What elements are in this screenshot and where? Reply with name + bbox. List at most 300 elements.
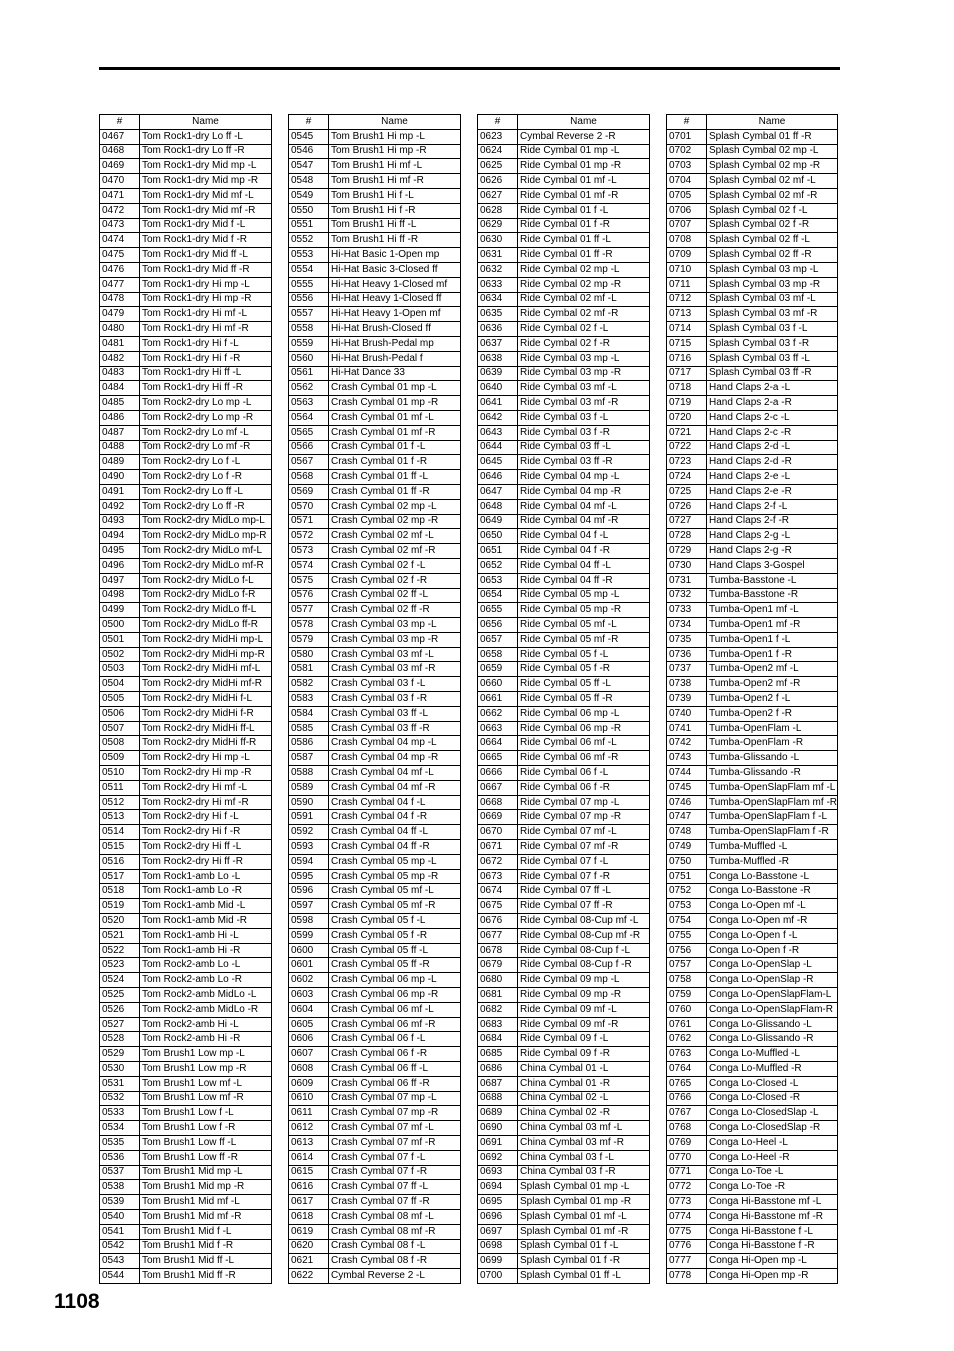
multisample-name: Ride Cymbal 02 mp -R: [518, 277, 650, 292]
multisample-name: Crash Cymbal 02 mp -R: [329, 514, 461, 529]
multisample-name: China Cymbal 03 mf -L: [518, 1121, 650, 1136]
multisample-number: 0722: [667, 440, 707, 455]
multisample-number: 0615: [289, 1165, 329, 1180]
multisample-number: 0754: [667, 914, 707, 929]
multisample-name: Crash Cymbal 03 f -R: [329, 692, 461, 707]
multisample-name: Tom Rock1-dry Hi f -R: [140, 351, 272, 366]
multisample-name: Crash Cymbal 05 mp -L: [329, 854, 461, 869]
table-row: [100, 144, 272, 159]
table-row: [100, 588, 272, 603]
table-row: [667, 307, 838, 322]
table-row: [100, 706, 272, 721]
multisample-number: 0642: [478, 410, 518, 425]
table-row: [478, 558, 650, 573]
multisample-number: 0746: [667, 795, 707, 810]
multisample-name: Tom Rock2-dry MidHi mf-L: [140, 662, 272, 677]
multisample-number: 0573: [289, 544, 329, 559]
multisample-name: Hi-Hat Brush-Pedal mp: [329, 336, 461, 351]
multisample-number: 0762: [667, 1032, 707, 1047]
multisample-name: Conga Lo-Muffled -R: [707, 1062, 838, 1077]
table-row: [667, 1062, 838, 1077]
multisample-name: Crash Cymbal 04 ff -R: [329, 840, 461, 855]
multisample-number: 0752: [667, 884, 707, 899]
table-row: [478, 159, 650, 174]
multisample-name: Crash Cymbal 06 mf -L: [329, 1002, 461, 1017]
multisample-name: Tom Rock2-dry Lo mf -R: [140, 440, 272, 455]
multisample-name: Tumba-Open1 mf -R: [707, 618, 838, 633]
multisample-number: 0586: [289, 736, 329, 751]
multisample-number: 0666: [478, 766, 518, 781]
multisample-number: 0738: [667, 677, 707, 692]
multisample-number: 0484: [100, 381, 140, 396]
table-row: [289, 129, 461, 144]
multisample-number: 0613: [289, 1135, 329, 1150]
multisample-name: Ride Cymbal 07 ff -R: [518, 899, 650, 914]
multisample-name: Conga Lo-Glissando -R: [707, 1032, 838, 1047]
table-row: [478, 780, 650, 795]
multisample-name: Hand Claps 2-c -L: [707, 410, 838, 425]
multisample-number: 0556: [289, 292, 329, 307]
table-row: [667, 692, 838, 707]
column-header-name: Name: [140, 115, 272, 130]
table-row: [289, 514, 461, 529]
multisample-name: Splash Cymbal 01 f -L: [518, 1239, 650, 1254]
multisample-number: 0702: [667, 144, 707, 159]
multisample-name: Tom Rock1-dry Lo ff -L: [140, 129, 272, 144]
multisample-number: 0578: [289, 618, 329, 633]
multisample-name: Tom Rock2-dry MidHi mp-R: [140, 647, 272, 662]
table-row: [667, 470, 838, 485]
multisample-number: 0674: [478, 884, 518, 899]
multisample-name: Tom Brush1 Mid ff -L: [140, 1254, 272, 1269]
multisample-number: 0663: [478, 721, 518, 736]
multisample-number: 0542: [100, 1239, 140, 1254]
multisample-number: 0657: [478, 632, 518, 647]
multisample-number: 0695: [478, 1195, 518, 1210]
multisample-number: 0514: [100, 825, 140, 840]
multisample-number: 0765: [667, 1076, 707, 1091]
table-row: [667, 1002, 838, 1017]
multisample-name: Tom Rock2-dry Hi f -L: [140, 810, 272, 825]
multisample-number: 0719: [667, 396, 707, 411]
multisample-number: 0697: [478, 1224, 518, 1239]
multisample-number: 0477: [100, 277, 140, 292]
table-row: [478, 544, 650, 559]
table-row: [289, 751, 461, 766]
table-row: [100, 1002, 272, 1017]
multisample-table-3: [477, 114, 650, 1284]
multisample-name: Tom Brush1 Mid f -L: [140, 1224, 272, 1239]
multisample-number: 0660: [478, 677, 518, 692]
table-row: [100, 1106, 272, 1121]
table-row: [100, 795, 272, 810]
multisample-number: 0516: [100, 854, 140, 869]
multisample-name: Tom Rock2-dry MidHi f-L: [140, 692, 272, 707]
table-row: [667, 1224, 838, 1239]
multisample-number: 0649: [478, 514, 518, 529]
table-header-row: [667, 115, 838, 130]
multisample-name: Ride Cymbal 02 mp -L: [518, 262, 650, 277]
multisample-name: Splash Cymbal 03 mf -L: [707, 292, 838, 307]
table-row: [667, 736, 838, 751]
multisample-number: 0532: [100, 1091, 140, 1106]
multisample-number: 0757: [667, 958, 707, 973]
multisample-name: Tom Brush1 Mid mp -R: [140, 1180, 272, 1195]
multisample-number: 0569: [289, 484, 329, 499]
multisample-number: 0680: [478, 973, 518, 988]
multisample-number: 0633: [478, 277, 518, 292]
multisample-name: Ride Cymbal 09 f -L: [518, 1032, 650, 1047]
multisample-name: Ride Cymbal 01 ff -L: [518, 233, 650, 248]
multisample-name: Crash Cymbal 03 mp -R: [329, 632, 461, 647]
multisample-name: Tom Brush1 Hi ff -R: [329, 233, 461, 248]
multisample-name: Tom Rock1-amb Lo -R: [140, 884, 272, 899]
table-row: [478, 218, 650, 233]
table-row: [667, 1076, 838, 1091]
table-row: [100, 1269, 272, 1284]
multisample-name: Splash Cymbal 02 f -L: [707, 203, 838, 218]
table-row: [100, 1195, 272, 1210]
multisample-name: Hi-Hat Brush-Pedal f: [329, 351, 461, 366]
multisample-number: 0727: [667, 514, 707, 529]
multisample-name: Tom Brush1 Low ff -L: [140, 1135, 272, 1150]
multisample-name: Tom Brush1 Low mf -L: [140, 1076, 272, 1091]
multisample-name: Tom Brush1 Low mp -L: [140, 1047, 272, 1062]
multisample-number: 0490: [100, 470, 140, 485]
multisample-name: Ride Cymbal 01 mp -R: [518, 159, 650, 174]
multisample-number: 0670: [478, 825, 518, 840]
multisample-number: 0763: [667, 1047, 707, 1062]
multisample-number: 0618: [289, 1209, 329, 1224]
multisample-name: Tom Rock1-amb Lo -L: [140, 869, 272, 884]
table-row: [478, 1224, 650, 1239]
multisample-number: 0538: [100, 1180, 140, 1195]
multisample-number: 0527: [100, 1017, 140, 1032]
multisample-number: 0471: [100, 188, 140, 203]
multisample-name: Ride Cymbal 09 f -R: [518, 1047, 650, 1062]
multisample-name: Splash Cymbal 03 mp -R: [707, 277, 838, 292]
table-row: [100, 233, 272, 248]
table-row: [100, 943, 272, 958]
multisample-name: Tom Rock2-dry Lo mp -L: [140, 396, 272, 411]
multisample-name: Crash Cymbal 03 ff -R: [329, 721, 461, 736]
multisample-number: 0726: [667, 499, 707, 514]
multisample-number: 0481: [100, 336, 140, 351]
multisample-number: 0543: [100, 1254, 140, 1269]
multisample-name: Crash Cymbal 01 f -R: [329, 455, 461, 470]
multisample-name: Ride Cymbal 08-Cup f -L: [518, 943, 650, 958]
multisample-name: Ride Cymbal 01 f -R: [518, 218, 650, 233]
multisample-number: 0692: [478, 1150, 518, 1165]
multisample-name: Tom Rock1-dry Hi ff -L: [140, 366, 272, 381]
multisample-name: Tom Rock1-dry Mid f -R: [140, 233, 272, 248]
table-row: [100, 499, 272, 514]
table-row: [667, 795, 838, 810]
multisample-name: Ride Cymbal 05 mf -L: [518, 618, 650, 633]
multisample-name: Tumba-Basstone -R: [707, 588, 838, 603]
multisample-name: Hand Claps 2-f -R: [707, 514, 838, 529]
table-row: [100, 1224, 272, 1239]
table-row: [667, 322, 838, 337]
multisample-number: 0588: [289, 766, 329, 781]
table-row: [289, 529, 461, 544]
multisample-name: Tom Rock1-dry Mid ff -R: [140, 262, 272, 277]
multisample-name: Crash Cymbal 07 mp -R: [329, 1106, 461, 1121]
multisample-number: 0582: [289, 677, 329, 692]
multisample-name: Crash Cymbal 07 mf -L: [329, 1121, 461, 1136]
multisample-name: Crash Cymbal 06 ff -L: [329, 1062, 461, 1077]
multisample-name: Conga Hi-Basstone f -L: [707, 1224, 838, 1239]
multisample-number: 0612: [289, 1121, 329, 1136]
multisample-name: Tom Rock2-dry Lo mp -R: [140, 410, 272, 425]
multisample-name: Crash Cymbal 02 f -L: [329, 558, 461, 573]
table-row: [478, 795, 650, 810]
table-row: [289, 1269, 461, 1284]
multisample-name: Crash Cymbal 05 ff -R: [329, 958, 461, 973]
multisample-name: Tom Rock1-dry Mid mp -L: [140, 159, 272, 174]
multisample-name: Crash Cymbal 05 f -R: [329, 928, 461, 943]
table-row: [667, 751, 838, 766]
table-row: [289, 307, 461, 322]
table-row: [289, 869, 461, 884]
multisample-number: 0476: [100, 262, 140, 277]
multisample-name: Tom Brush1 Hi mf -L: [329, 159, 461, 174]
multisample-name: Hand Claps 2-f -L: [707, 499, 838, 514]
multisample-name: Crash Cymbal 04 f -R: [329, 810, 461, 825]
table-row: [289, 262, 461, 277]
multisample-name: China Cymbal 02 -L: [518, 1091, 650, 1106]
multisample-number: 0677: [478, 928, 518, 943]
table-row: [289, 1121, 461, 1136]
table-row: [667, 514, 838, 529]
table-row: [478, 943, 650, 958]
multisample-number: 0482: [100, 351, 140, 366]
multisample-number: 0509: [100, 751, 140, 766]
multisample-name: Ride Cymbal 06 mp -L: [518, 706, 650, 721]
multisample-name: Ride Cymbal 04 mf -L: [518, 499, 650, 514]
multisample-number: 0627: [478, 188, 518, 203]
multisample-number: 0495: [100, 544, 140, 559]
multisample-number: 0696: [478, 1209, 518, 1224]
multisample-number: 0772: [667, 1180, 707, 1195]
multisample-number: 0687: [478, 1076, 518, 1091]
table-row: [289, 899, 461, 914]
multisample-name: Tom Rock1-dry Lo ff -R: [140, 144, 272, 159]
multisample-name: Tom Brush1 Mid mp -L: [140, 1165, 272, 1180]
table-row: [289, 425, 461, 440]
multisample-number: 0545: [289, 129, 329, 144]
multisample-number: 0701: [667, 129, 707, 144]
multisample-number: 0487: [100, 425, 140, 440]
multisample-name: Tom Rock2-amb Hi -L: [140, 1017, 272, 1032]
multisample-name: China Cymbal 02 -R: [518, 1106, 650, 1121]
multisample-name: Ride Cymbal 01 mf -L: [518, 174, 650, 189]
multisample-name: Splash Cymbal 03 f -R: [707, 336, 838, 351]
table-row: [667, 381, 838, 396]
table-row: [478, 1002, 650, 1017]
multisample-name: Tumba-OpenSlapFlam mf -L: [707, 780, 838, 795]
multisample-number: 0579: [289, 632, 329, 647]
table-row: [100, 1165, 272, 1180]
multisample-number: 0548: [289, 174, 329, 189]
multisample-name: China Cymbal 03 f -L: [518, 1150, 650, 1165]
multisample-number: 0717: [667, 366, 707, 381]
multisample-name: Crash Cymbal 03 mf -L: [329, 647, 461, 662]
table-row: [289, 336, 461, 351]
table-row: [667, 544, 838, 559]
multisample-number: 0555: [289, 277, 329, 292]
column-header-number: #: [100, 115, 140, 130]
table-row: [478, 706, 650, 721]
multisample-name: Tom Rock2-dry MidLo mp-R: [140, 529, 272, 544]
multisample-number: 0600: [289, 943, 329, 958]
multisample-number: 0708: [667, 233, 707, 248]
multisample-number: 0577: [289, 603, 329, 618]
multisample-name: Ride Cymbal 07 f -R: [518, 869, 650, 884]
multisample-name: Ride Cymbal 02 f -R: [518, 336, 650, 351]
table-row: [667, 410, 838, 425]
multisample-number: 0611: [289, 1106, 329, 1121]
multisample-name: Tom Brush1 Mid f -R: [140, 1239, 272, 1254]
table-row: [100, 884, 272, 899]
multisample-number: 0616: [289, 1180, 329, 1195]
multisample-number: 0512: [100, 795, 140, 810]
multisample-name: Tumba-OpenFlam -R: [707, 736, 838, 751]
table-row: [478, 129, 650, 144]
multisample-name: Crash Cymbal 04 mf -L: [329, 766, 461, 781]
multisample-name: China Cymbal 03 f -R: [518, 1165, 650, 1180]
table-row: [289, 144, 461, 159]
multisample-name: Hand Claps 2-d -L: [707, 440, 838, 455]
multisample-number: 0709: [667, 248, 707, 263]
multisample-name: Crash Cymbal 02 mp -L: [329, 499, 461, 514]
multisample-name: Ride Cymbal 06 f -L: [518, 766, 650, 781]
multisample-number: 0711: [667, 277, 707, 292]
multisample-name: Splash Cymbal 01 mf -R: [518, 1224, 650, 1239]
table-row: [100, 396, 272, 411]
multisample-name: Ride Cymbal 03 mf -L: [518, 381, 650, 396]
table-row: [478, 1180, 650, 1195]
table-row: [289, 470, 461, 485]
table-row: [100, 188, 272, 203]
multisample-name: Hi-Hat Brush-Closed ff: [329, 322, 461, 337]
multisample-number: 0563: [289, 396, 329, 411]
multisample-name: Tumba-OpenFlam -L: [707, 721, 838, 736]
table-row: [100, 899, 272, 914]
multisample-name: Conga Hi-Open mp -L: [707, 1254, 838, 1269]
table-row: [100, 307, 272, 322]
multisample-number: 0734: [667, 618, 707, 633]
multisample-name: Crash Cymbal 07 ff -L: [329, 1180, 461, 1195]
table-row: [289, 1091, 461, 1106]
column-header-number: #: [667, 115, 707, 130]
multisample-number: 0683: [478, 1017, 518, 1032]
multisample-number: 0519: [100, 899, 140, 914]
multisample-name: Tom Brush1 Hi ff -L: [329, 218, 461, 233]
multisample-number: 0553: [289, 248, 329, 263]
table-row: [478, 396, 650, 411]
table-row: [667, 144, 838, 159]
multisample-name: Tom Rock1-amb Hi -L: [140, 928, 272, 943]
multisample-number: 0620: [289, 1239, 329, 1254]
table-row: [667, 233, 838, 248]
multisample-name: Tom Rock2-dry MidHi mf-R: [140, 677, 272, 692]
multisample-name: Tom Brush1 Low mf -R: [140, 1091, 272, 1106]
multisample-name: Conga Lo-OpenSlapFlam-L: [707, 988, 838, 1003]
multisample-number: 0539: [100, 1195, 140, 1210]
multisample-name: Splash Cymbal 03 mf -R: [707, 307, 838, 322]
table-row: [478, 647, 650, 662]
table-row: [667, 203, 838, 218]
multisample-number: 0644: [478, 440, 518, 455]
multisample-name: China Cymbal 03 mf -R: [518, 1135, 650, 1150]
multisample-number: 0483: [100, 366, 140, 381]
table-row: [289, 914, 461, 929]
multisample-name: Tom Rock2-dry Lo ff -L: [140, 484, 272, 499]
multisample-name: Crash Cymbal 01 ff -R: [329, 484, 461, 499]
table-row: [478, 188, 650, 203]
multisample-number: 0529: [100, 1047, 140, 1062]
table-row: [478, 825, 650, 840]
multisample-number: 0685: [478, 1047, 518, 1062]
multisample-number: 0755: [667, 928, 707, 943]
table-row: [478, 174, 650, 189]
multisample-name: Hi-Hat Heavy 1-Closed ff: [329, 292, 461, 307]
table-row: [289, 366, 461, 381]
multisample-number: 0743: [667, 751, 707, 766]
table-row: [289, 928, 461, 943]
table-row: [667, 1017, 838, 1032]
table-row: [289, 810, 461, 825]
multisample-name: Ride Cymbal 05 ff -L: [518, 677, 650, 692]
multisample-number: 0753: [667, 899, 707, 914]
multisample-number: 0568: [289, 470, 329, 485]
table-row: [289, 188, 461, 203]
table-row: [667, 603, 838, 618]
multisample-number: 0703: [667, 159, 707, 174]
table-row: [667, 1106, 838, 1121]
multisample-name: Tumba-Glissando -R: [707, 766, 838, 781]
table-row: [667, 558, 838, 573]
table-row: [667, 899, 838, 914]
multisample-name: Splash Cymbal 01 mp -R: [518, 1195, 650, 1210]
multisample-number: 0731: [667, 573, 707, 588]
table-row: [667, 425, 838, 440]
multisample-number: 0601: [289, 958, 329, 973]
multisample-number: 0774: [667, 1209, 707, 1224]
multisample-name: Ride Cymbal 04 ff -R: [518, 573, 650, 588]
multisample-number: 0758: [667, 973, 707, 988]
multisample-number: 0574: [289, 558, 329, 573]
table-row: [667, 1121, 838, 1136]
multisample-number: 0549: [289, 188, 329, 203]
table-row: [667, 810, 838, 825]
multisample-number: 0737: [667, 662, 707, 677]
multisample-name: Ride Cymbal 07 mf -R: [518, 840, 650, 855]
column-header-name: Name: [329, 115, 461, 130]
table-row: [100, 1032, 272, 1047]
table-row: [478, 529, 650, 544]
multisample-number: 0507: [100, 721, 140, 736]
table-row: [289, 677, 461, 692]
table-row: [478, 425, 650, 440]
table-header-row: [289, 115, 461, 130]
multisample-number: 0518: [100, 884, 140, 899]
table-row: [100, 514, 272, 529]
multisample-number: 0749: [667, 840, 707, 855]
multisample-name: Crash Cymbal 04 mf -R: [329, 780, 461, 795]
table-row: [667, 928, 838, 943]
